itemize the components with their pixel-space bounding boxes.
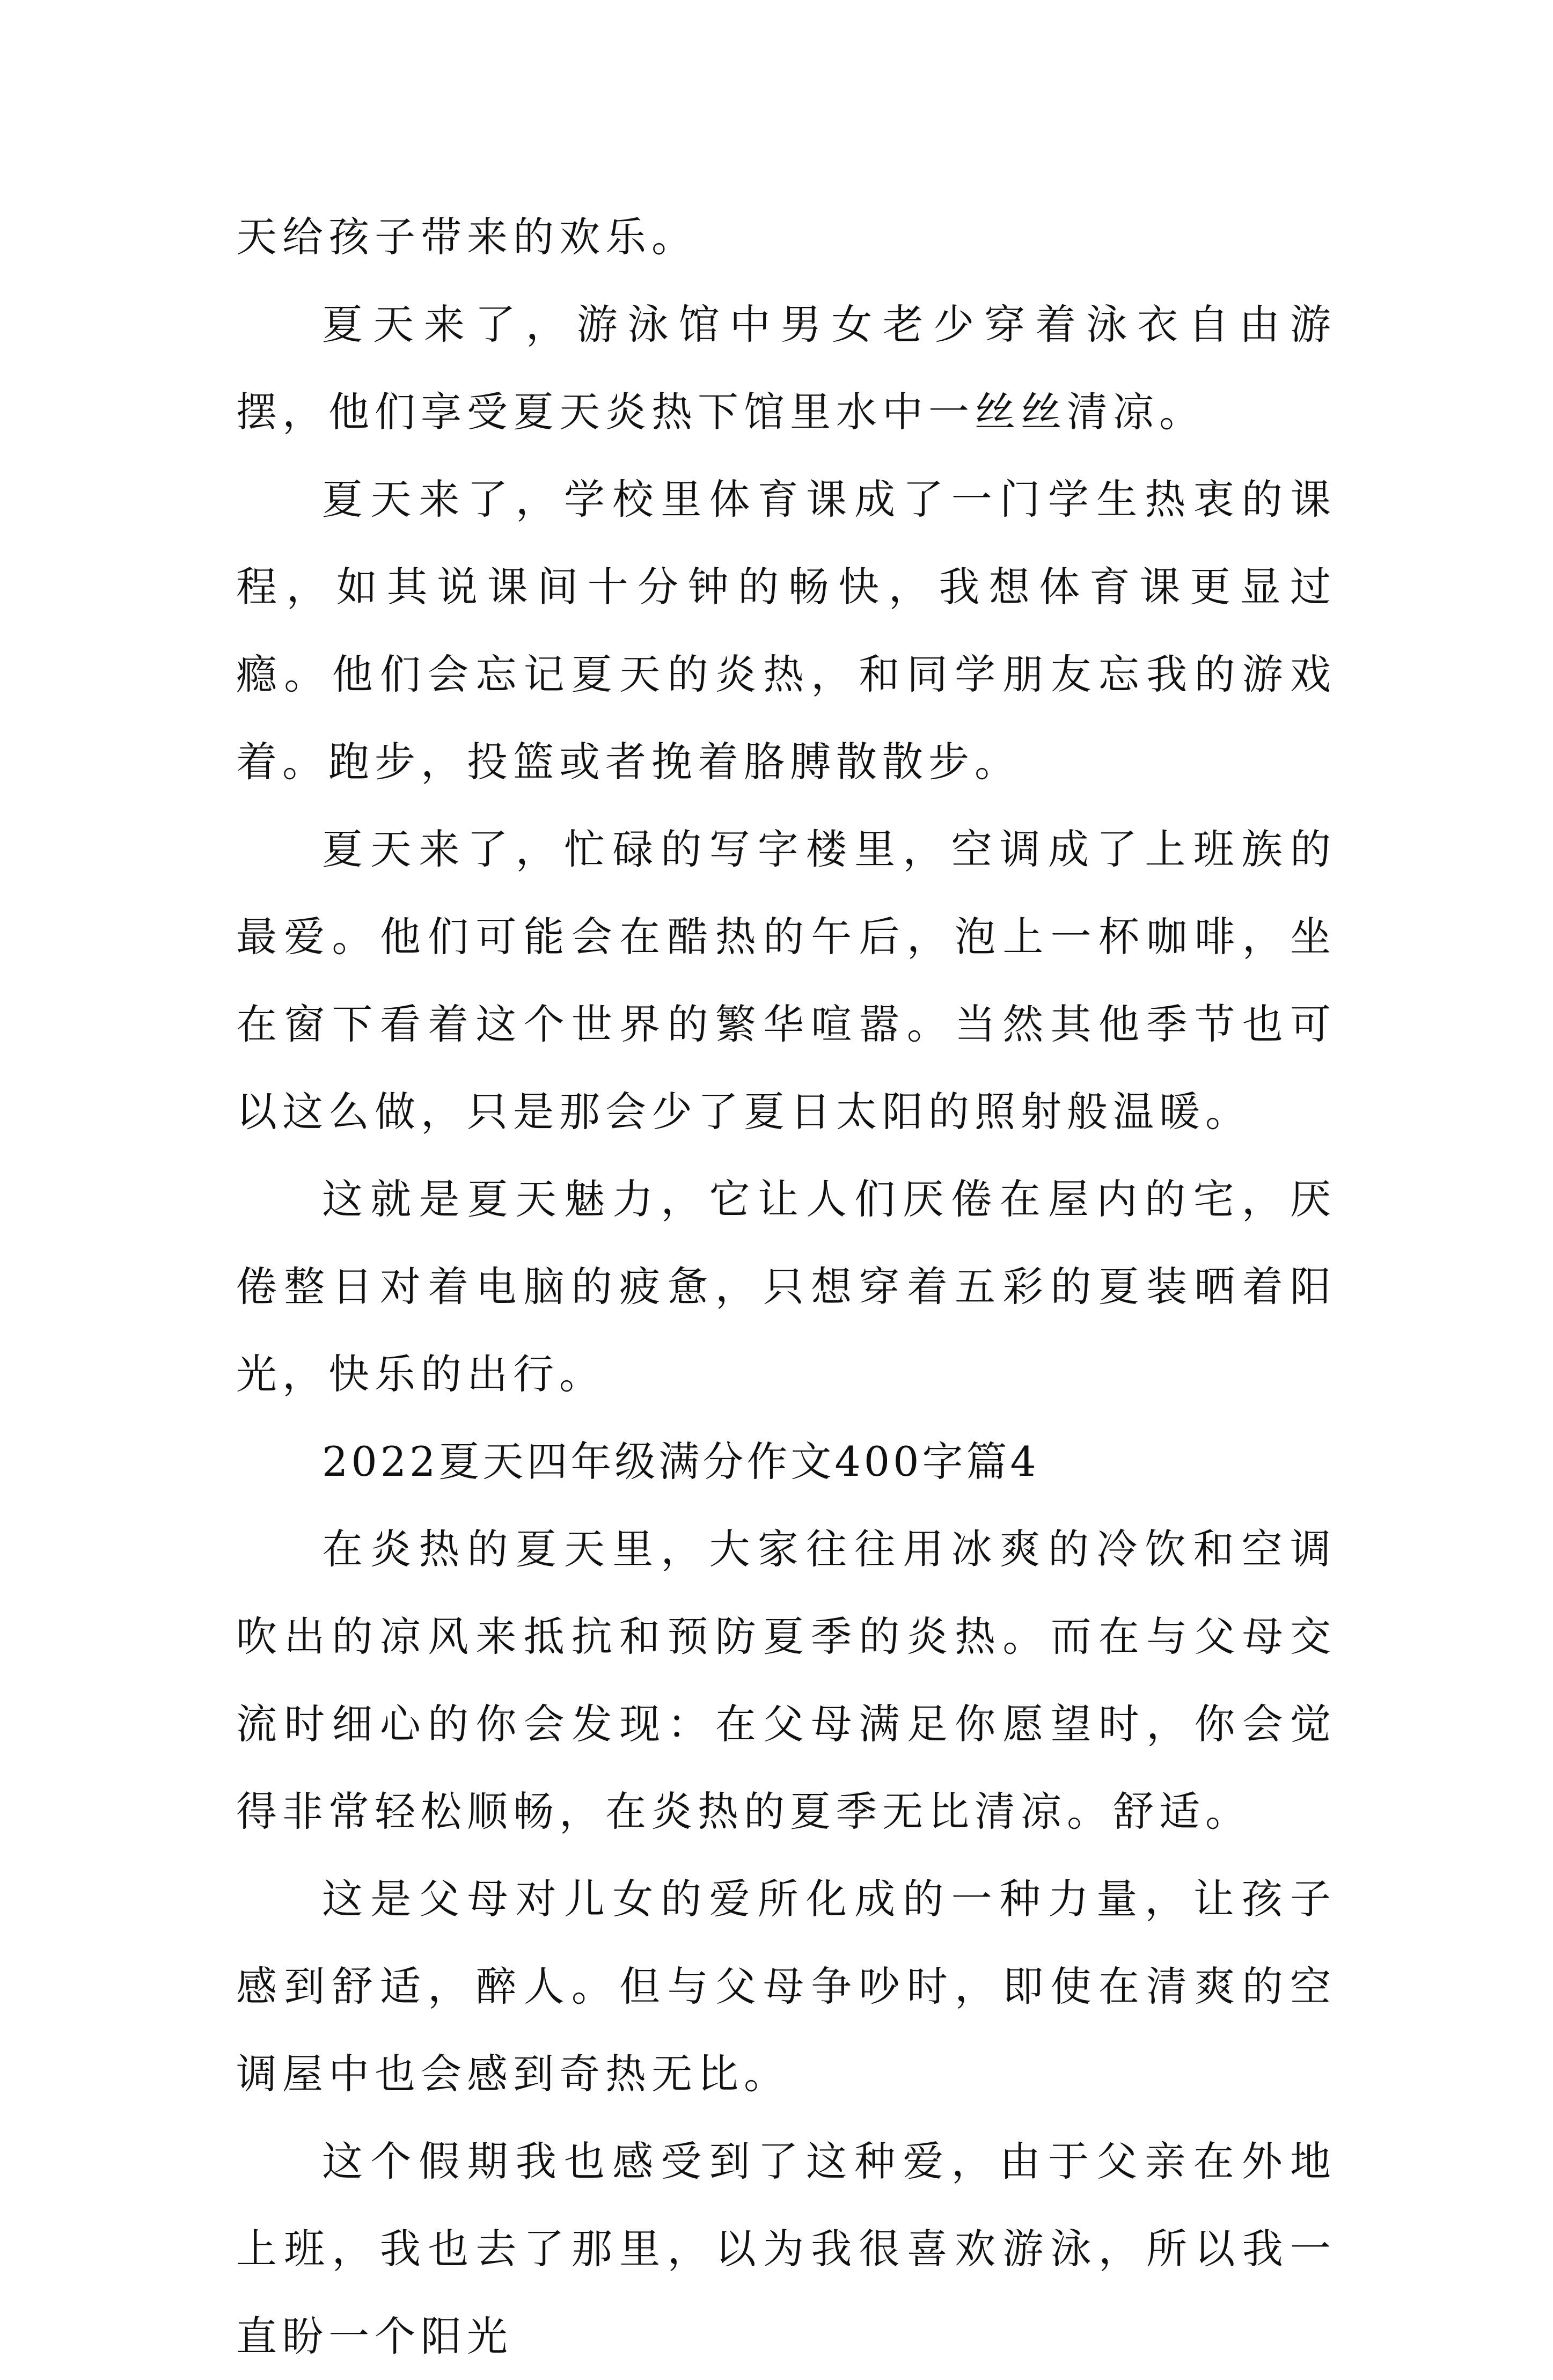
paragraph-swimming: 夏天来了，游泳馆中男女老少穿着泳衣自由游摆，他们享受夏天炎热下馆里水中一丝丝清凉。 — [236, 301, 1336, 436]
section-title: 2022夏天四年级满分作文400字篇4 — [322, 1438, 1039, 1485]
paragraph-office: 夏天来了，忙碌的写字楼里，空调成了上班族的最爱。他们可能会在酷热的午后，泡上一杯咖啡，坐在窗下看着这个世界的繁华喧嚣。当然其他季节也可以这么做，只是那会少了夏日太阳的照射般温暖。 — [236, 825, 1336, 1136]
paragraph-continued: 天给孩子带来的欢乐。 — [236, 213, 698, 261]
paragraph-school: 夏天来了，学校里体育课成了一门学生热衷的课程，如其说课间十分钟的畅快，我想体育课更显过瘾。他们会忘记夏天的炎热，和同学朋友忘我的游戏着。跑步，投篮或者挽着胳膊散散步。 — [236, 475, 1336, 786]
paragraph-holiday: 这个假期我也感受到了这种爱，由于父亲在外地上班，我也去了那里，以为我很喜欢游泳，所以我一直盼一个阳光 — [236, 2137, 1336, 2360]
document-body — [236, 193, 1336, 2380]
paragraph-parents-love: 这是父母对儿女的爱所化成的一种力量，让孩子感到舒适，醉人。但与父母争吵时，即使在清爽的空调屋中也会感到奇热无比。 — [236, 1875, 1336, 2098]
paragraph-summer-charm: 这就是夏天魅力，它让人们厌倦在屋内的宅，厌倦整日对着电脑的疲惫，只想穿着五彩的夏装晒着阳光，快乐的出行。 — [236, 1175, 1336, 1398]
paragraph-parents-cool: 在炎热的夏天里，大家往往用冰爽的冷饮和空调吹出的凉风来抵抗和预防夏季的炎热。而在与父母交流时细心的你会发现：在父母满足你愿望时，你会觉得非常轻松顺畅，在炎热的夏季无比清凉。舒适。 — [236, 1525, 1336, 1835]
